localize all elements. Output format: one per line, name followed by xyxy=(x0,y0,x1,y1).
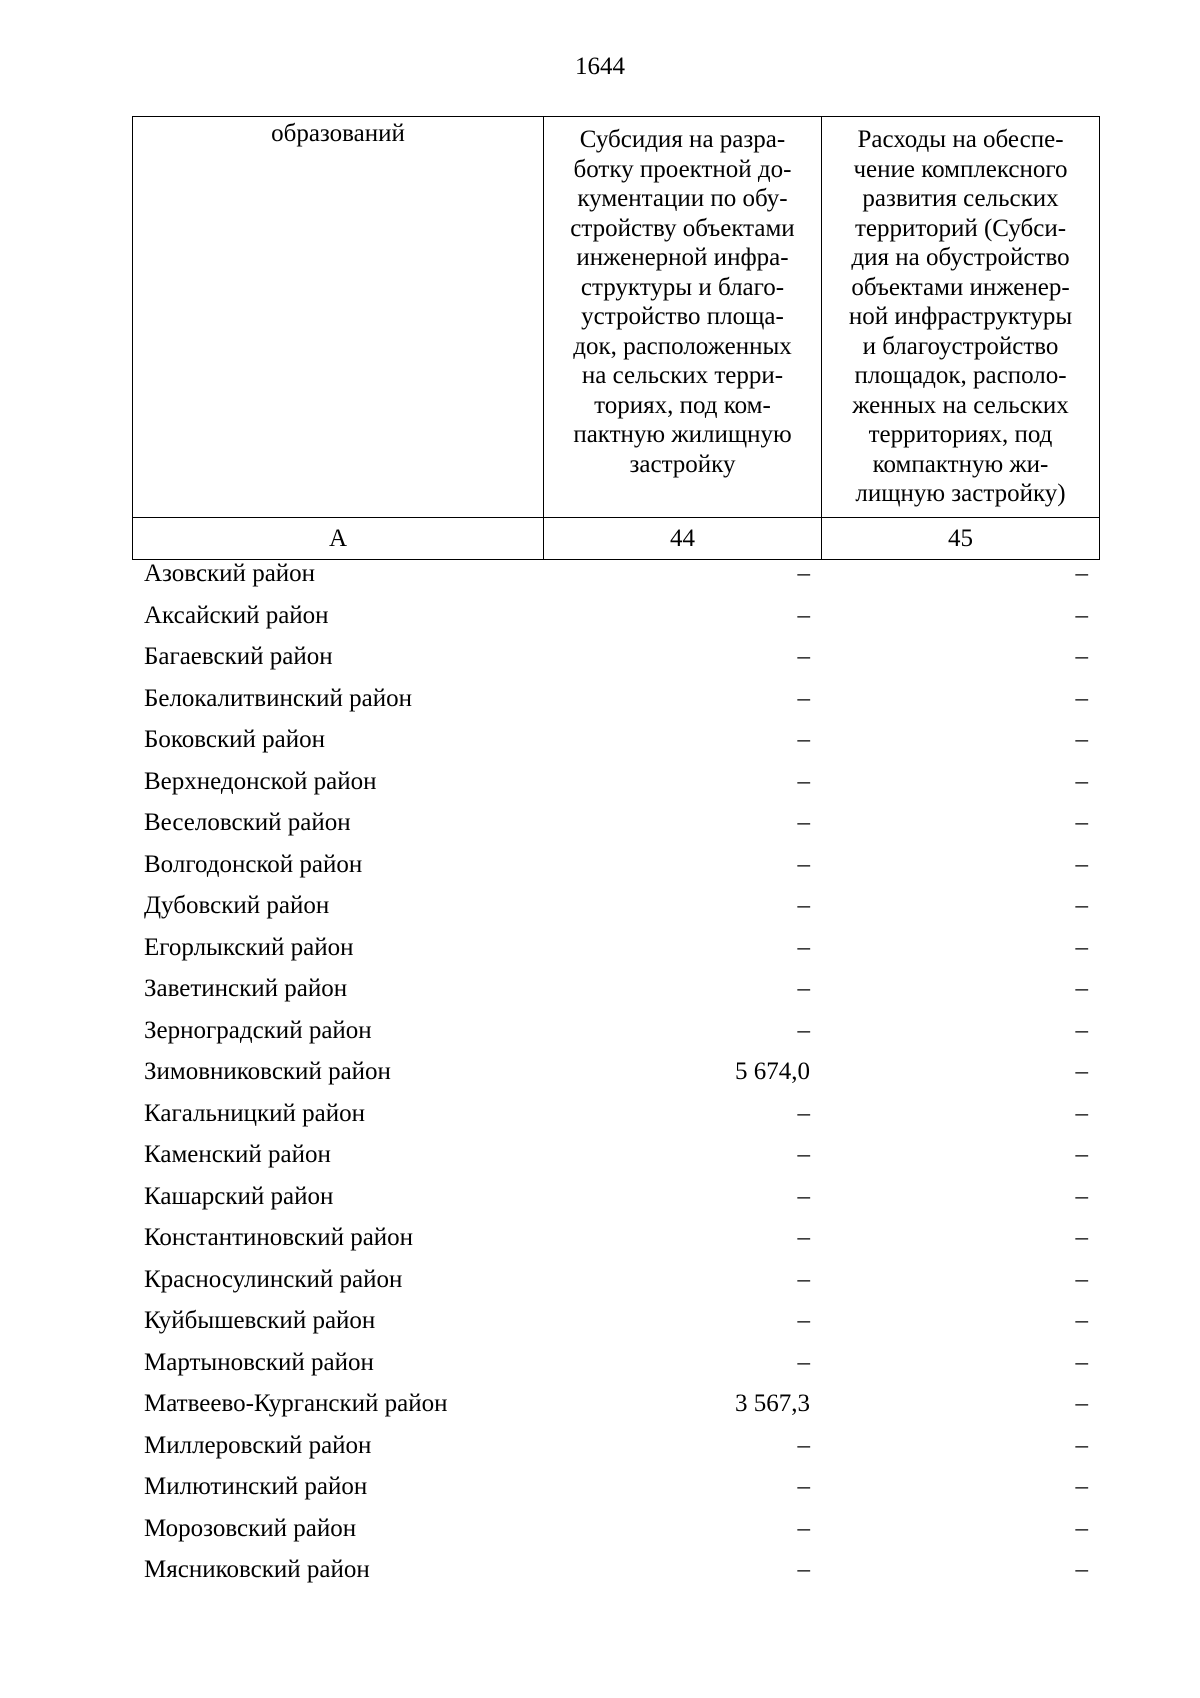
table-row xyxy=(132,1508,1098,1550)
value-col-44: – xyxy=(797,1141,810,1168)
value-col-44: – xyxy=(797,684,810,712)
district-name: Каменский район xyxy=(144,1141,331,1168)
value-col-44: – xyxy=(797,1016,810,1044)
table-row xyxy=(132,1093,1098,1135)
value-col-45: – xyxy=(1075,1473,1088,1500)
table-header xyxy=(132,116,1100,560)
table-row xyxy=(132,802,1098,844)
table-row xyxy=(132,968,1098,1010)
table-row xyxy=(132,1342,1098,1384)
value-col-44: – xyxy=(797,809,810,836)
value-col-45: – xyxy=(1075,1514,1088,1542)
table-row xyxy=(132,1010,1098,1052)
table-row xyxy=(132,1051,1098,1093)
table-row xyxy=(132,1176,1098,1218)
district-name: Багаевский район xyxy=(144,643,333,670)
value-col-45: – xyxy=(1075,643,1088,670)
table-row xyxy=(132,1383,1098,1425)
value-col-45: – xyxy=(1075,892,1088,919)
table-row xyxy=(132,678,1098,720)
value-col-45: – xyxy=(1075,1016,1088,1044)
table-row xyxy=(132,553,1098,595)
table-row xyxy=(132,844,1098,886)
table-row xyxy=(132,1466,1098,1508)
column-title-row xyxy=(133,117,1100,518)
table-row xyxy=(132,1134,1098,1176)
column-number-a: А xyxy=(133,518,544,560)
value-col-44: – xyxy=(797,726,810,753)
value-col-44: – xyxy=(797,1182,810,1210)
district-name: Егорлыкский район xyxy=(144,933,354,961)
value-col-44: – xyxy=(797,1224,810,1251)
value-col-44: – xyxy=(797,1265,810,1293)
district-name: Зерноградский район xyxy=(144,1016,372,1044)
value-col-44: – xyxy=(797,767,810,795)
value-col-45: – xyxy=(1075,1058,1088,1085)
table-row xyxy=(132,719,1098,761)
table-row xyxy=(132,1549,1098,1591)
value-col-45: – xyxy=(1075,684,1088,712)
value-col-45: – xyxy=(1075,809,1088,836)
table-row xyxy=(132,1425,1098,1467)
district-name: Веселовский район xyxy=(144,809,351,836)
column-title-municipality: образований xyxy=(133,117,544,518)
table-row xyxy=(132,636,1098,678)
table-row xyxy=(132,927,1098,969)
column-title-44-text: Субсидия на разра- ботку проектной до- кументации по обу- стройству объектами инженерной инфра- структуры и благо- устройство площа- док, расположенных на сельских терри- ториях, под ком- пактную жилищную застройку xyxy=(570,126,795,478)
value-col-45: – xyxy=(1075,1182,1088,1210)
value-col-44: 5 674,0 xyxy=(735,1058,810,1085)
value-col-45: – xyxy=(1075,1390,1088,1417)
value-col-44: 3 567,3 xyxy=(735,1390,810,1417)
value-col-44: – xyxy=(797,850,810,878)
district-name: Волгодонской район xyxy=(144,850,363,878)
district-name: Милютинский район xyxy=(144,1473,368,1500)
table-row xyxy=(132,1300,1098,1342)
table-row xyxy=(132,761,1098,803)
value-col-44: – xyxy=(797,601,810,629)
district-name: Кашарский район xyxy=(144,1182,334,1210)
value-col-45: – xyxy=(1075,726,1088,753)
table-row xyxy=(132,1259,1098,1301)
district-name: Константиновский район xyxy=(144,1224,414,1251)
table-row xyxy=(132,595,1098,637)
column-title-44 xyxy=(544,117,822,518)
value-col-44: – xyxy=(797,933,810,961)
value-col-45: – xyxy=(1075,601,1088,629)
district-name: Дубовский район xyxy=(144,892,330,919)
value-col-44: – xyxy=(797,975,810,1002)
value-col-45: – xyxy=(1075,1265,1088,1293)
value-col-44: – xyxy=(797,1514,810,1542)
value-col-44: – xyxy=(797,643,810,670)
value-col-45: – xyxy=(1075,1099,1088,1127)
district-name: Миллеровский район xyxy=(144,1431,372,1459)
district-name: Аксайский район xyxy=(144,601,329,629)
district-name: Мясниковский район xyxy=(144,1556,370,1583)
value-col-44: – xyxy=(797,892,810,919)
column-title-45-text: Расходы на обеспе- чение комплексного развития сельских территорий (Субси- дия на обустройство объектами инженер- ной инфраструктуры и благоустройство площадок, располо- женных на сельских территориях, под компактную жи- лищную застройку) xyxy=(848,126,1073,507)
district-list xyxy=(132,553,1098,1591)
district-name: Белокалитвинский район xyxy=(144,684,412,712)
district-name: Красносулинский район xyxy=(144,1265,403,1293)
value-col-45: – xyxy=(1075,560,1088,587)
value-col-45: – xyxy=(1075,933,1088,961)
value-col-45: – xyxy=(1075,1348,1088,1376)
table-row xyxy=(132,1217,1098,1259)
value-col-44: – xyxy=(797,560,810,587)
column-number-44: 44 xyxy=(544,518,822,560)
district-name: Куйбышевский район xyxy=(144,1307,376,1334)
district-name: Морозовский район xyxy=(144,1514,357,1542)
value-col-44: – xyxy=(797,1307,810,1334)
district-name: Верхнедонской район xyxy=(144,767,377,795)
value-col-45: – xyxy=(1075,850,1088,878)
value-col-45: – xyxy=(1075,1431,1088,1459)
column-title-45 xyxy=(822,117,1100,518)
district-name: Заветинский район xyxy=(144,975,348,1002)
district-name: Боковский район xyxy=(144,726,325,753)
page-number: 1644 xyxy=(575,53,625,80)
table-row xyxy=(132,885,1098,927)
district-name: Матвеево-Курганский район xyxy=(144,1390,448,1417)
value-col-44: – xyxy=(797,1556,810,1583)
value-col-44: – xyxy=(797,1099,810,1127)
district-name: Зимовниковский район xyxy=(144,1058,391,1085)
value-col-45: – xyxy=(1075,1224,1088,1251)
district-name: Кагальницкий район xyxy=(144,1099,366,1127)
value-col-45: – xyxy=(1075,1307,1088,1334)
value-col-45: – xyxy=(1075,1556,1088,1583)
value-col-45: – xyxy=(1075,767,1088,795)
district-name: Азовский район xyxy=(144,560,316,587)
value-col-44: – xyxy=(797,1431,810,1459)
value-col-45: – xyxy=(1075,975,1088,1002)
value-col-45: – xyxy=(1075,1141,1088,1168)
value-col-44: – xyxy=(797,1348,810,1376)
value-col-44: – xyxy=(797,1473,810,1500)
district-name: Мартыновский район xyxy=(144,1348,374,1376)
column-number-45: 45 xyxy=(822,518,1100,560)
